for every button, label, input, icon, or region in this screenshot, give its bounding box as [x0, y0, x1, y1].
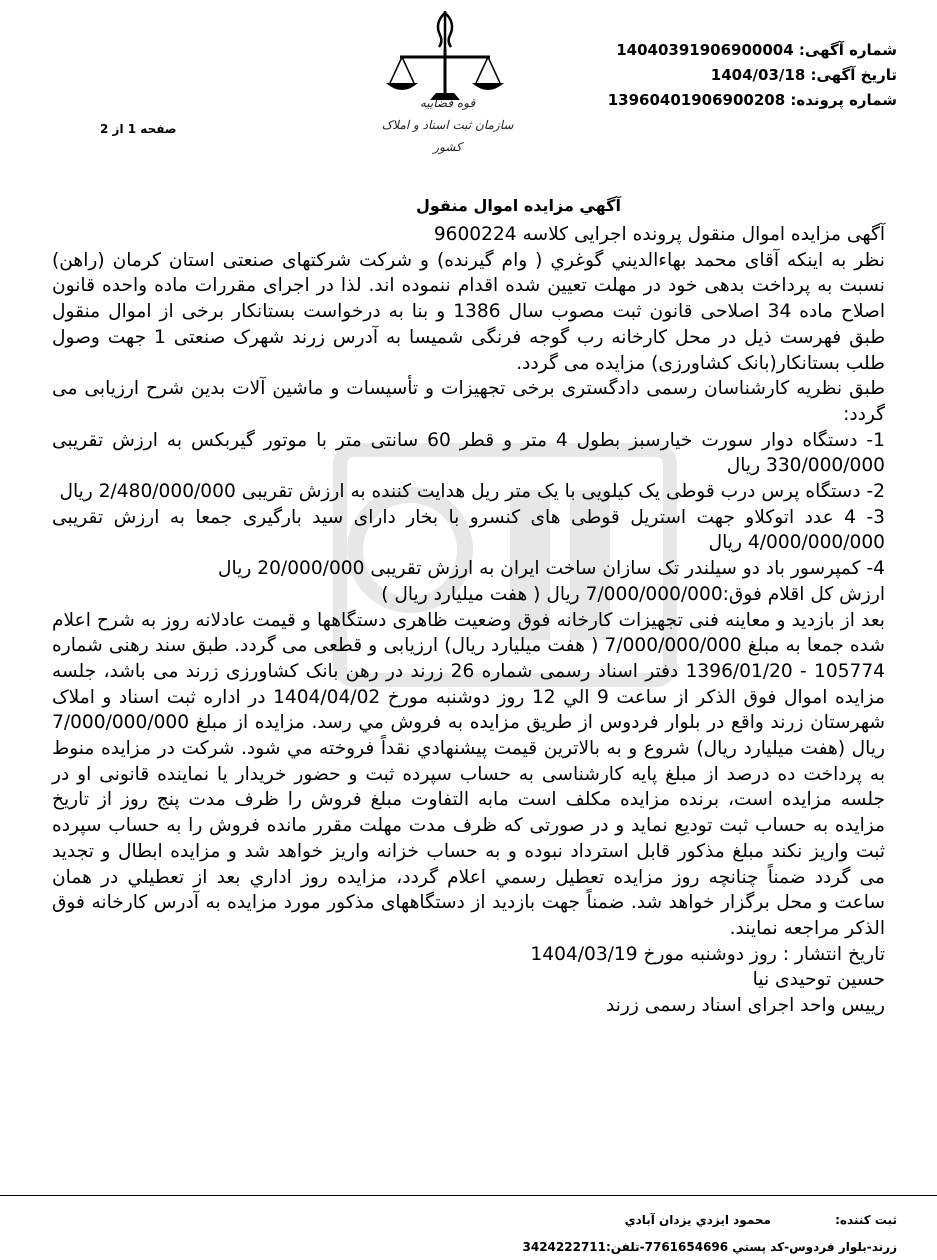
paragraph-terms: بعد از بازدید و معاینه فنی تجهیزات کارخانه فوق وضعیت ظاهری دستگاهها و قیمت عادلانه روز به شرح اعلام شده جمعا به مبلغ 7/000/000/000 ( هفت میلیارد ریال) ارزیابی و قطعی می گردد. طبق سند رهنی شماره 105774 - 1396/01/20 دفتر اسناد رسمی شماره 26 زرند در رهن بانک کشاورزی زرند می باشد، جلسه مزایده اموال فوق الذکر از ساعت 9 الي 12 روز دوشنبه مورخ 1404/04/02 در اداره ثبت اسناد و املاک شهرستان زرند واقع در بلوار فردوس از طریق مزایده به فروش مي رسد. مزایده از مبلغ 7/000/000/000 ریال (هفت میلیارد ریال) شروع و به بالاترین قیمت پیشنهادي نقداً فروخته مي شود. شرکت در مزایده منوط به پرداخت ده درصد از مبلغ پایه کارشناسی به حساب سپرده ثبت و حضور خریدار یا نماینده قانونی او در جلسه مزایده است، برنده مزایده مکلف است مابه التفاوت مبلغ فروش را ظرف مدت پنج روز از تاریخ مزایده به حساب ثبت تودیع نماید و در صورتی که ظرف مدت مهلت مقرر مانده فروش را به حساب سپرده ثبت واریز نکند مبلغ مذکور قابل استرداد نبوده و به حساب خزانه واریز خواهد شد و مزایده ابطال و تجدید می گردد ضمناً چنانچه روز مزايده تعطيل رسمي اعلام گردد، مزايده روز اداري بعد از تعطيلي در همان ساعت و محل برگزار خواهد شد. ضمناً جهت بازدید از دستگاههای مذکور مورد مزایده به آدرس کارخانه فوق الذکر مراجعه نمایند. [52, 609, 886, 939]
publication-date: تاریخ انتشار : روز دوشنبه مورخ 1404/03/19 [530, 943, 885, 965]
notice-date: 1404/03/18 [710, 66, 806, 84]
notice-date-row [597, 63, 897, 88]
footer-registrar [625, 1213, 897, 1227]
document-title: آگهي مزايده اموال منقول [416, 196, 621, 215]
emblem-caption-line2: سازمان ثبت اسناد و املاک کشور [381, 118, 514, 154]
signatory-position: رييس واحد اجرای اسناد رسمی زرند [605, 995, 885, 1017]
footer-divider [0, 1195, 937, 1196]
item-4: 4- کمپرسور باد دو سیلندر تک سازان ساخت ایران به ارزش تقریبی 20/000/000 ریال [218, 558, 885, 580]
emblem-caption [375, 92, 520, 158]
footer-address: زرند-بلوار فردوس-کد پستي 7761654696-تلفن:3424222711 [522, 1240, 897, 1254]
page-number: صفحه 1 از 2 [100, 122, 177, 136]
emblem-caption-line1: قوه قضاییه [419, 96, 476, 110]
paragraph-intro: نظر به اینکه آقای محمد بهاءالديني گوغري ( وام گیرنده) و شرکت شرکتهای صنعتی استان کرمان (راهن) نسبت به پرداخت بدهی خود در مهلت تعیین شده اقدام ننموده اند. لذا در اجرای مقررات ماده واحده قانون اصلاح ماده 34 اصلاحی قانون ثبت مصوب سال 1386 و بنا به درخواست بستانکار برخی از اموال منقول طبق فهرست ذیل در محل کارخانه رب گوجه فرنگی شمیسا به آدرس زرند شهرک صنعتی 1 جهت وصول طلب بستانکار(بانک کشاورزی) مزایده می گردد. [52, 249, 886, 374]
paragraph-appraisal: طبق نظریه کارشناسان رسمی دادگستری برخی تجهیزات و تأسیسات و ماشین آلات بدین شرح ارزیابی می گردد: [52, 378, 885, 425]
signatory-name: حسين توحيدی نيا [752, 969, 885, 991]
registrar-label: ثبت کننده: [835, 1213, 897, 1227]
notice-metadata [597, 38, 897, 113]
notice-number-row [597, 38, 897, 63]
notice-number-label: شماره آگهی: [798, 41, 897, 59]
paragraph-case-number: آگهی مزایده اموال منقول پرونده اجرایی کلاسه 9600224 [433, 224, 885, 245]
registrar-name: محمود ايزدي يزدان آبادي [624, 1213, 771, 1227]
notice-date-label: تاریخ آگهی: [810, 66, 897, 84]
item-2: 2- دستگاه پرس درب قوطی یک کیلویی با یک متر ریل هدایت کننده به ارزش تقریبی 2/480/000/000 ریال [59, 481, 885, 503]
item-1: 1- دستگاه دوار سورت خیارسبز بطول 4 متر و قطر 60 سانتی متر با موتور گیربکس به ارزش تقریبی 330/000/000 ریال [52, 429, 885, 477]
file-number-row [597, 88, 897, 113]
file-number-label: شماره پرونده: [790, 91, 897, 109]
document-body [52, 222, 885, 1019]
file-number: 13960401906900208 [607, 91, 786, 109]
total-value: ارزش کل اقلام فوق:7/000/000/000 ریال ( هفت میلیارد ریال ) [381, 583, 885, 605]
item-3: 3- 4 عدد اتوکلاو جهت استریل قوطی های کنسرو با بخار دارای سید بارگیری جمعا به ارزش تقریبی 4/000/000/000 ریال [52, 506, 885, 554]
notice-number: 14040391906900004 [616, 41, 794, 59]
